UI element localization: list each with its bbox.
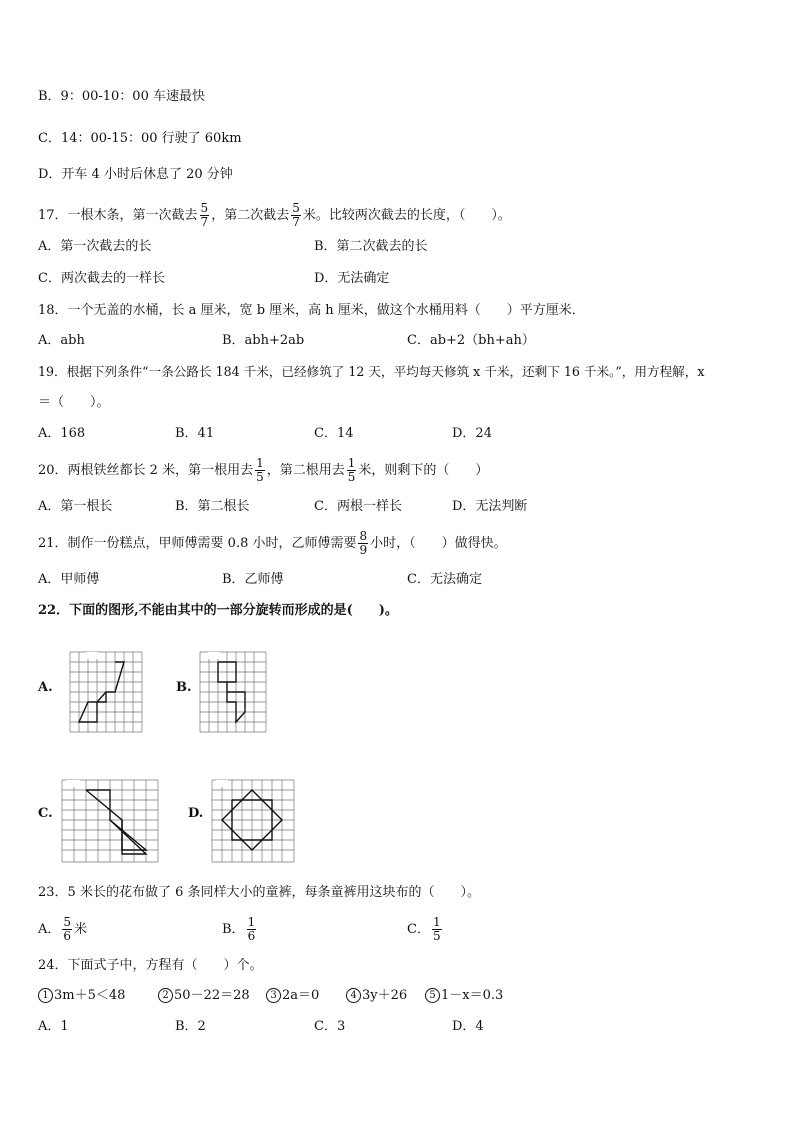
q23-option-c: C． $\frac{1}{5}$ <box>407 915 441 943</box>
q19-option-d: D．24 <box>452 426 492 441</box>
q23-fraction-c: $\frac{1}{5}$ <box>432 915 441 943</box>
q23-fraction-b: $\frac{1}{6}$ <box>247 915 256 943</box>
q21-fraction: $\frac{8}{9}$ <box>359 529 368 557</box>
q23-option-b: B． $\frac{1}{6}$ <box>222 915 256 943</box>
q19-stem-line1: 19．根据下列条件“一条公路长 184 千米，已经修筑了 12 天，平均每天修筑 x 千米，还剩下 16 千米。”，用方程解，x <box>38 364 705 379</box>
q23-option-a: A． $\frac{5}{6}$ 米 <box>38 915 88 943</box>
q23-fraction-a: $\frac{5}{6}$ <box>63 915 72 943</box>
q24-item-4: 4 3y＋26 <box>346 987 407 1005</box>
circled-number: 2 <box>158 988 173 1003</box>
q22-figure-d <box>208 776 298 866</box>
q17-option-d: D．无法确定 <box>314 271 390 286</box>
q20-option-d: D．无法判断 <box>452 499 528 514</box>
q24-stem: 24．下面式子中，方程有（ ）个。 <box>38 958 263 973</box>
q19-option-b: B．41 <box>175 426 215 441</box>
q18-option-c: C．ab+2（bh+ah） <box>407 333 535 348</box>
q21-option-b: B．乙师傅 <box>222 572 284 587</box>
q16-option-b: B．9：00-10：00 车速最快 <box>38 89 205 104</box>
q17-fraction-2: $\frac{5}{7}$ <box>292 201 300 229</box>
q22-label-c: C. <box>38 806 53 821</box>
q16-option-c: C．14：00-15：00 行驶了 60km <box>38 131 242 146</box>
q24-item-3: 3 2a＝0 <box>266 987 319 1005</box>
q24-item-5: 5 1－x＝0.3 <box>425 987 503 1005</box>
q22-label-a: A. <box>38 680 53 695</box>
q24-option-c: C．3 <box>314 1019 346 1034</box>
q22-figure-b <box>196 648 270 738</box>
q17-stem: 17．一根木条，第一次截去 $\frac{5}{7}$ ，第二次截去 $\frac{5}{7}$ 米。比较两次截去的长度，（ ）。 <box>38 201 511 229</box>
q21-option-a: A．甲师傅 <box>38 572 100 587</box>
q24-option-d: D．4 <box>452 1019 484 1034</box>
q17-fraction-1: $\frac{5}{7}$ <box>200 201 209 229</box>
q22-label-b: B. <box>176 680 192 695</box>
circled-number: 3 <box>266 988 281 1003</box>
q24-item-1: 1 3m＋5＜48 <box>38 987 125 1005</box>
q20-stem: 20．两根铁丝都长 2 米，第一根用去 $\frac{1}{5}$ ，第二根用去 $\frac{1}{5}$ 米，则剩下的（ ） <box>38 456 489 484</box>
q20-option-a: A．第一根长 <box>38 499 113 514</box>
q22-stem: 22．下面的图形,不能由其中的一部分旋转而形成的是( )。 <box>38 603 398 618</box>
q18-option-a: A．abh <box>38 333 85 348</box>
q16-option-d: D．开车 4 小时后休息了 20 分钟 <box>38 167 233 182</box>
q21-option-c: C．无法确定 <box>407 572 482 587</box>
q18-option-b: B．abh+2ab <box>222 333 305 348</box>
q22-figure-a <box>66 648 146 738</box>
q24-option-a: A．1 <box>38 1019 69 1034</box>
q22-figure-c <box>58 776 162 866</box>
q20-fraction-2: $\frac{1}{5}$ <box>347 456 356 484</box>
q24-item-2: 2 50－22＝28 <box>158 987 250 1005</box>
circled-number: 1 <box>38 988 53 1003</box>
q17-option-a: A．第一次截去的长 <box>38 239 152 254</box>
q19-stem-line2: ＝（ ）。 <box>38 395 110 410</box>
q19-option-c: C．14 <box>314 426 354 441</box>
q19-option-a: A．168 <box>38 426 86 441</box>
q17-option-b: B．第二次截去的长 <box>314 239 428 254</box>
q18-stem: 18．一个无盖的水桶，长 a 厘米，宽 b 厘米，高 h 厘米，做这个水桶用料（ ）平方厘米． <box>38 303 585 318</box>
q20-option-b: B．第二根长 <box>175 499 250 514</box>
q22-label-d: D. <box>188 806 204 821</box>
circled-number: 4 <box>346 988 361 1003</box>
q20-fraction-1: $\frac{1}{5}$ <box>256 456 264 484</box>
q21-stem: 21．制作一份糕点，甲师傅需要 0.8 小时，乙师傅需要 $\frac{8}{9}$ 小时，（ ）做得快。 <box>38 529 507 557</box>
q23-stem: 23．5 米长的花布做了 6 条同样大小的童裤，每条童裤用这块布的（ ）。 <box>38 885 480 900</box>
q17-option-c: C．两次截去的一样长 <box>38 271 165 286</box>
q20-option-c: C．两根一样长 <box>314 499 402 514</box>
q24-option-b: B．2 <box>175 1019 206 1034</box>
circled-number: 5 <box>425 988 440 1003</box>
